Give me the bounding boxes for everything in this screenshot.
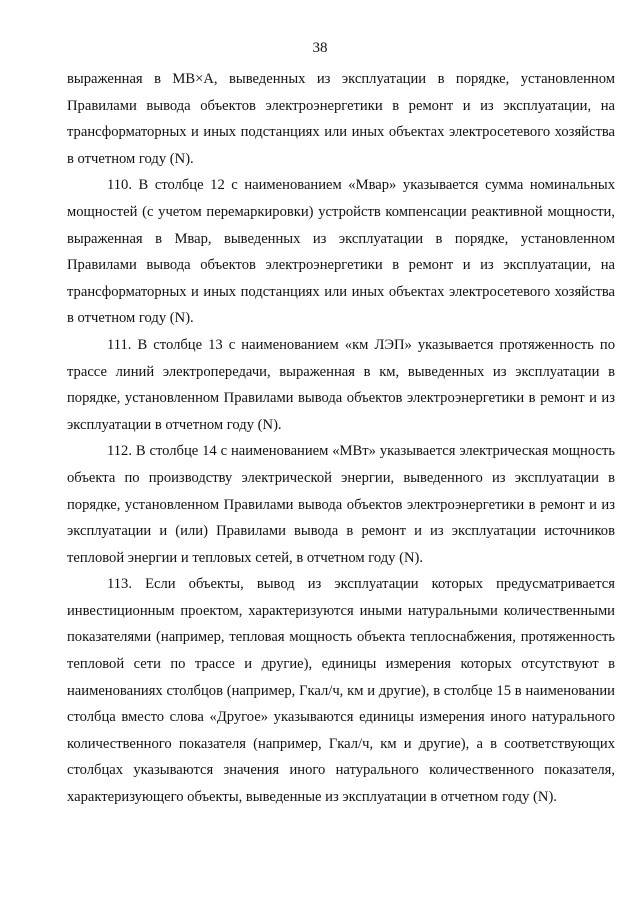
paragraph-continuation: выраженная в МВ×А, выведенных из эксплуатации в порядке, установленном Правилами вывода объектов электроэнергетики в ремонт и из эксплуатации, на трансформаторных и иных подстанциях или иных объектах электросетевого хозяйства в отчетном году (N). <box>67 71 615 167</box>
document-body <box>67 66 615 811</box>
paragraph-item-112: 112. В столбце 14 с наименованием «МВт» указывается электрическая мощность объекта по производству электрической энергии, выведенного из эксплуатации в порядке, установленном Правилами вывода объектов электроэнергетики в ремонт и из эксплуатации и (или) Правилами вывода в ремонт и из эксплуатации источников тепловой энергии и тепловых сетей, в отчетном году (N). <box>67 443 615 566</box>
paragraph-item-111: 111. В столбце 13 с наименованием «км ЛЭП» указывается протяженность по трассе линий электропередачи, выраженная в км, выведенных из эксплуатации в порядке, установленном Правилами вывода объектов электроэнергетики в ремонт и из эксплуатации в отчетном году (N). <box>67 336 615 433</box>
paragraph-item-110: 110. В столбце 12 с наименованием «Мвар» указывается сумма номинальных мощностей (с учетом перемаркировки) устройств компенсации реактивной мощности, выраженная в Мвар, выведенных из эксплуатации в порядке, установленном Правилами вывода объектов электроэнергетики в ремонт и из эксплуатации, на трансформаторных и иных подстанциях или иных объектах электросетевого хозяйства в отчетном году (N). <box>67 177 615 327</box>
paragraph-item-113: 113. Если объекты, вывод из эксплуатации которых предусматривается инвестиционным проектом, характеризуются иными натуральными количественными показателями (например, тепловая мощность объекта теплоснабжения, протяженность тепловой сети по трассе и другие), единицы измерения которых отсутствуют в наименованиях столбцов (например, Гкал/ч, км и другие), в столбце 15 в наименовании столбца вместо слова «Другое» указываются единицы измерения иного натурального количественного показателя (например, Гкал/ч, км и другие), а в соответствующих столбцах указываются значения иного натурального количественного показателя, характеризующего объекты, выведенные из эксплуатации в отчетном году (N). <box>67 576 615 806</box>
page-number: 38 <box>312 40 328 56</box>
